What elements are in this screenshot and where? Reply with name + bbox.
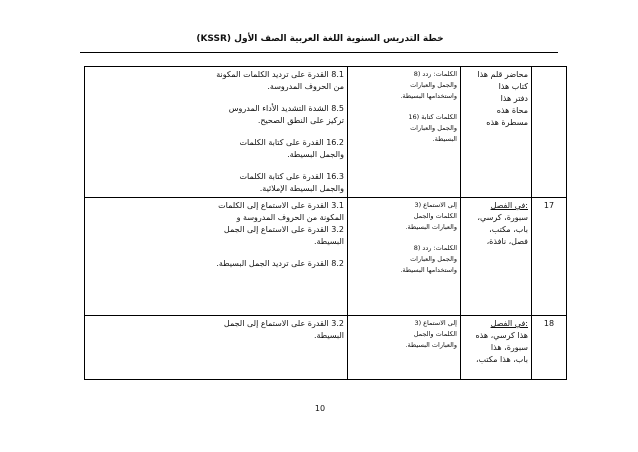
content-standard-cell [348, 67, 461, 198]
content-cell [461, 316, 532, 380]
page-number: 10 [314, 404, 326, 413]
content-line: محاضر قلم هذا [477, 70, 528, 79]
standard-line: واستخدامها البسيطة. [400, 92, 457, 100]
content-line: باب، هذا مكتب، [475, 355, 528, 364]
learning-block [88, 200, 344, 248]
learning-block [88, 103, 344, 127]
learning-line: المكونة من الحروف المدروسة و [236, 213, 344, 222]
learning-line: 3.2 القدرة على الاستماع إلى الجمل [223, 225, 344, 234]
content-line: كتاب هذا [498, 82, 528, 91]
content-line: سبورة، هذا [490, 343, 528, 352]
learning-line: 8.2 القدرة على ترديد الجمل البسيطة. [216, 259, 344, 268]
standard-line: إلى الاستماع (3 [414, 319, 457, 327]
content-cell [461, 67, 532, 198]
content-line: باب، مكتب، [489, 225, 528, 234]
learning-line: 8.1 القدرة على ترديد الكلمات المكونة [216, 70, 344, 79]
content-line: سبورة، كرسي، [477, 213, 528, 222]
learning-line: 16.2 القدرة على كتابة الكلمات [239, 138, 344, 147]
lesson-plan-body [85, 67, 567, 380]
standard-block [351, 243, 457, 276]
standard-line: الكلمات: ردد (8 [413, 244, 457, 252]
table-row [85, 316, 567, 380]
table-row [85, 198, 567, 316]
learning-line: البسيطة. [313, 331, 344, 340]
learning-block [88, 171, 344, 195]
standard-line: والجمل والعبارات [410, 255, 457, 263]
learning-standard-cell [85, 198, 348, 316]
standard-line: والجمل والعبارات [410, 124, 457, 132]
learning-line: 16.3 القدرة على كتابة الكلمات [239, 172, 344, 181]
learning-block [88, 137, 344, 161]
standard-line: الكلمات: ردد (8 [413, 70, 457, 78]
table-row [85, 67, 567, 198]
learning-standard-cell [85, 67, 348, 198]
standard-line: والعبارات البسيطة. [405, 341, 457, 349]
week-cell [532, 67, 567, 198]
learning-block [88, 69, 344, 93]
standard-line: إلى الاستماع (3 [414, 201, 457, 209]
content-line: دفتر هذا [500, 94, 528, 103]
standard-block [351, 69, 457, 102]
content-line: فصل، نافذة، [486, 237, 528, 246]
standard-line: البسيطة. [432, 135, 457, 143]
standard-block [351, 318, 457, 351]
content-cell [461, 198, 532, 316]
content-line: هذا كرسي، هذه [475, 331, 528, 340]
standard-line: الكلمات كتابة (16 [408, 113, 457, 121]
lesson-plan-table [84, 66, 567, 380]
week-cell: 18 [532, 316, 567, 380]
learning-line: والجمل البسيطة. [287, 150, 344, 159]
learning-line: تركيز على النطق الصحيح. [257, 116, 344, 125]
content-line: مسطرة هذه [486, 118, 528, 127]
learning-line: البسيطة. [313, 237, 344, 246]
standard-block [351, 200, 457, 233]
content-standard-cell [348, 198, 461, 316]
learning-line: 3.2 القدرة على الاستماع إلى الجمل [223, 319, 344, 328]
standard-line: والجمل والعبارات [410, 81, 457, 89]
header-divider [80, 52, 558, 53]
standard-line: الكلمات والجمل [413, 212, 457, 220]
week-cell: 17 [532, 198, 567, 316]
page-title: خطة التدريس السنوية اللغة العربية الصف الأول (KSSR) [196, 34, 444, 44]
standard-line: الكلمات والجمل [413, 330, 457, 338]
learning-line: من الحروف المدروسة. [267, 82, 344, 91]
standard-line: واستخدامها البسيطة. [400, 266, 457, 274]
learning-line: والجمل البسيطة الإملائية. [259, 184, 344, 193]
learning-line: 8.5 الشدة التشديد الأداء المدروس [228, 104, 344, 113]
content-line: :في الفصل [490, 201, 528, 210]
learning-block [88, 258, 344, 270]
learning-block [88, 318, 344, 342]
learning-standard-cell [85, 316, 348, 380]
standard-block [351, 112, 457, 145]
content-standard-cell [348, 316, 461, 380]
standard-line: والعبارات البسيطة. [405, 223, 457, 231]
content-line: :في الفصل [490, 319, 528, 328]
content-line: محاة هذه [496, 106, 528, 115]
learning-line: 3.1 القدرة على الاستماع إلى الكلمات [218, 201, 344, 210]
